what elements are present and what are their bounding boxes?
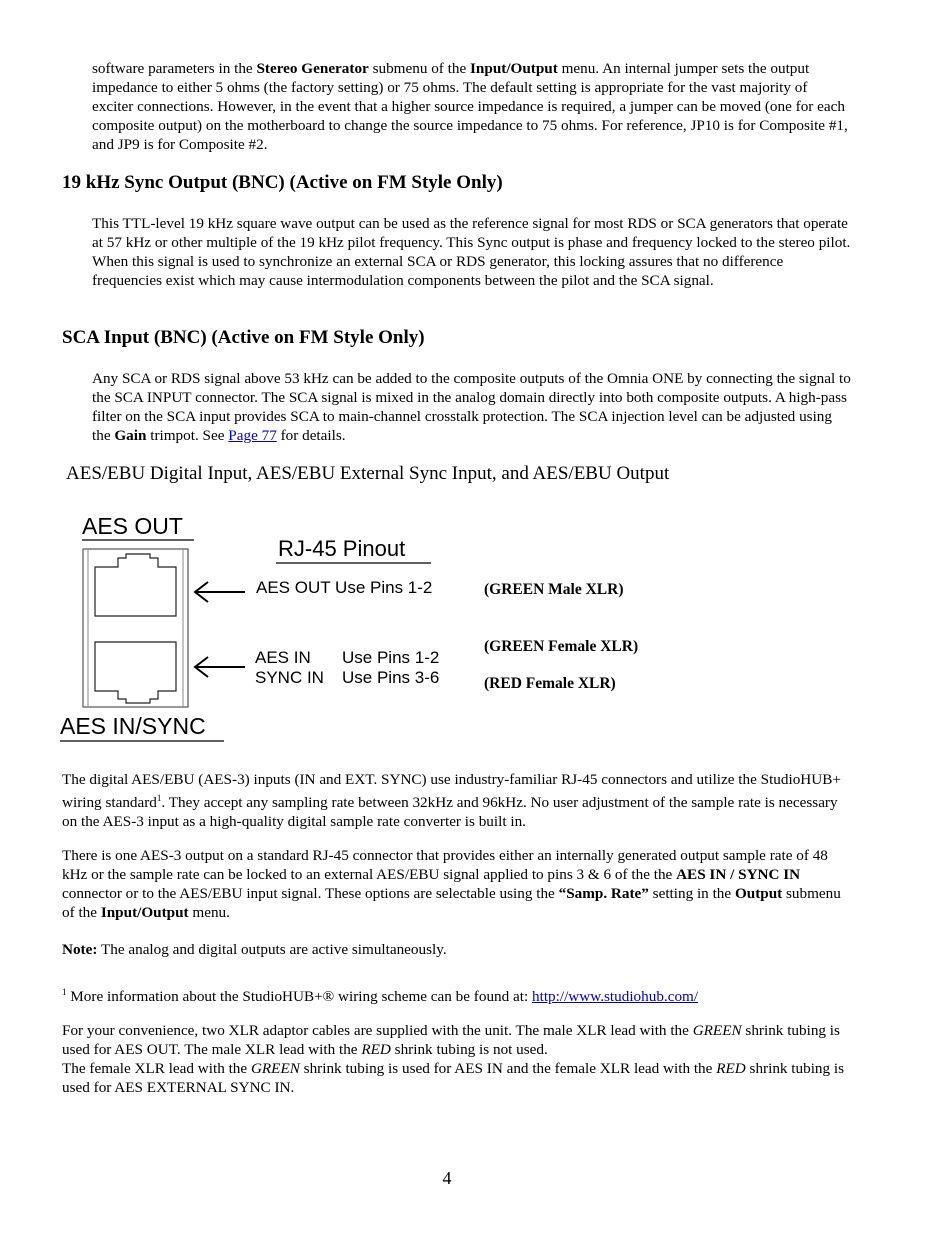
text: for details. (276, 427, 346, 444)
text: submenu of the (62, 885, 841, 921)
studiohub-link[interactable]: http://www.studiohub.com/ (532, 988, 699, 1006)
aes-in-sync-pins (255, 648, 439, 688)
text: For your convenience, two XLR adaptor cables are supplied with the unit. The male XLR lead with the (62, 1022, 693, 1039)
sca-input-heading: SCA Input (BNC) (Active on FM Style Only) (62, 327, 425, 348)
text: setting in the (648, 885, 735, 902)
pinout-title: RJ-45 Pinout (278, 536, 406, 561)
note-paragraph (62, 940, 852, 959)
sca-input-paragraph (92, 369, 852, 445)
text: menu. An internal jumper sets the output impedance to either 5 ohms (the factory setting) or 75 ohms. The default setting is appropriate for the vast majority of exciter connections. However, in the event that a higher source impedance is required, a jumper can be moved (one for each composite output) on the motherboard to change the source impedance to 75 ohms. For reference, JP10 is for Composite #1, and JP9 is for Composite #2. (92, 60, 848, 153)
text: shrink tubing is used for AES IN and the female XLR lead with the (299, 1060, 717, 1077)
text: . They accept any sampling rate between 32kHz and 96kHz. No user adjustment of the sample rate is necessary on the AES-3 input as a high-quality digital sample rate converter is built in. (62, 794, 838, 831)
aes-out-pins: AES OUT Use Pins 1-2 (256, 578, 433, 597)
text: More information about the StudioHUB+® wiring scheme can be found at: (66, 988, 533, 1006)
sync-output-paragraph: This TTL-level 19 kHz square wave output can be used as the reference signal for most RDS or SCA generators that operate at 57 kHz or other multiple of the 19 kHz pilot frequency. This Sync output is phase and frequency locked to the stereo pilot. When this signal is used to synchronize an external SCA or RDS generator, this locking assures that no difference frequencies exist which may cause intermodulation components between the pilot and the SCA signal. (92, 215, 851, 289)
text: shrink tubing is used for AES EXTERNAL SYNC IN. (62, 1060, 845, 1096)
italic-text: RED (361, 1041, 391, 1058)
bold-text: Input/Output (470, 60, 558, 77)
text: The digital AES/EBU (AES-3) inputs (IN and EXT. SYNC) use industry-familiar RJ-45 connectors and utilize the StudioHUB+ wiring standard (62, 771, 841, 812)
text: submenu of the (368, 60, 471, 77)
xlr-green-male: (GREEN Male XLR) (484, 581, 624, 598)
rj45-pinout-diagram (56, 505, 486, 745)
xlr-green-female: (GREEN Female XLR) (484, 638, 639, 655)
text: There is one AES-3 output on a standard RJ-45 connector that provides either an internally generated output sample rate of 48 kHz or the sample rate can be locked to an external AES/EBU signal applied to pins 3 & 6 of the the (62, 847, 828, 883)
bold-text: AES IN / SYNC IN (676, 866, 801, 883)
italic-text: RED (716, 1060, 746, 1077)
page-number: 4 (442, 1168, 452, 1188)
aes-section-heading: AES/EBU Digital Input, AES/EBU External Sync Input, and AES/EBU Output (66, 463, 670, 484)
text: connector or to the AES/EBU input signal. These options are selectable using the (62, 885, 559, 902)
aes-in-pins: Use Pins 1-2 (342, 648, 440, 667)
italic-text: GREEN (692, 1022, 742, 1039)
italic-text: GREEN (250, 1060, 300, 1077)
footnote-number: 1 (62, 987, 67, 997)
sync-in-pins: Use Pins 3-6 (342, 668, 440, 687)
text: shrink tubing is used for AES OUT. The male XLR lead with the (62, 1022, 840, 1058)
text: The analog and digital outputs are active simultaneously. (97, 941, 447, 958)
text: The female XLR lead with the (62, 1060, 251, 1077)
xlr-cables-paragraph (62, 1021, 852, 1097)
aes-output-paragraph (62, 846, 852, 922)
intro-paragraph (92, 59, 852, 154)
page-77-link[interactable]: Page 77 (228, 427, 277, 444)
aes-out-label: AES OUT (82, 513, 183, 539)
text: trimpot. See (146, 427, 229, 444)
text: software parameters in the (92, 60, 257, 77)
aes-in-sync-label: AES IN/SYNC (60, 713, 206, 739)
text: shrink tubing is not used. (390, 1041, 548, 1058)
bold-text: Gain (114, 427, 147, 444)
note-label: Note: (62, 941, 98, 958)
sync-output-heading: 19 kHz Sync Output (BNC) (Active on FM Style Only) (62, 172, 503, 193)
footnote (62, 983, 852, 1006)
aes-in-label: AES IN (255, 648, 311, 667)
rj45-diagram-svg (56, 505, 486, 745)
bold-text: Input/Output (100, 904, 189, 921)
footnote-ref: 1 (156, 793, 162, 803)
bold-text: Stereo Generator (256, 60, 369, 77)
aes-inputs-paragraph (62, 770, 852, 831)
bold-text: Output (734, 885, 783, 902)
bold-text: “Samp. Rate” (558, 885, 649, 902)
text: Any SCA or RDS signal above 53 kHz can be added to the composite outputs of the Omnia ONE by connecting the signal to the SCA INPUT connector. The SCA signal is mixed in the analog domain directly into both composite outputs. A high-pass filter on the SCA input provides SCA to main-channel crosstalk protection. The SCA injection level can be adjusted using the (92, 370, 851, 444)
sync-in-label: SYNC IN (255, 668, 324, 687)
xlr-red-female: (RED Female XLR) (484, 675, 616, 692)
text: menu. (188, 904, 230, 921)
